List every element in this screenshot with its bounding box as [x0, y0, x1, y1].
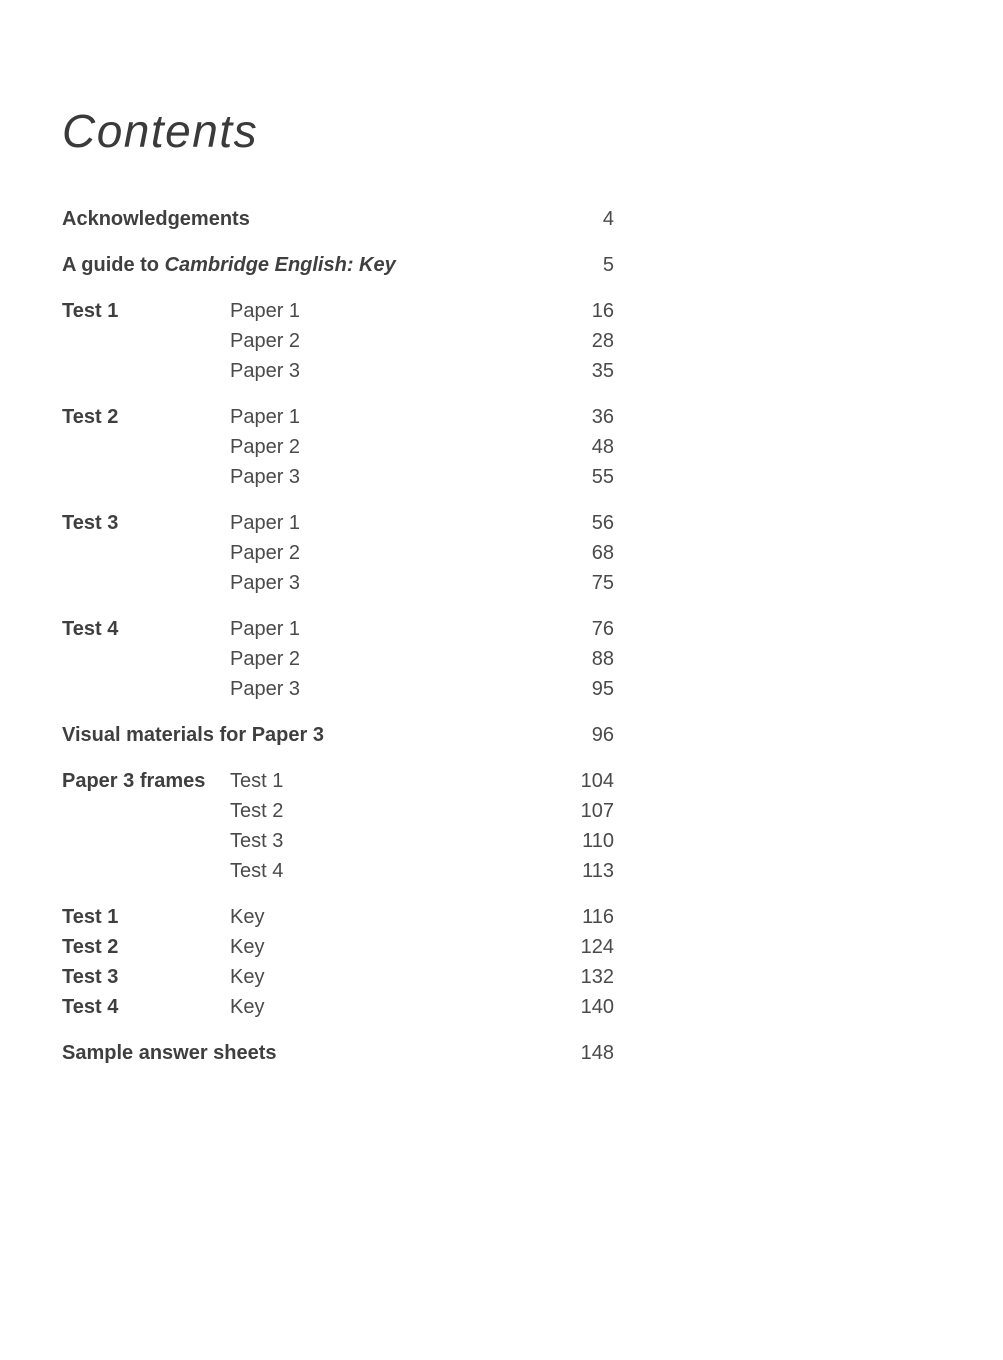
toc-page-number: 56	[591, 512, 614, 534]
toc-entry-label	[62, 250, 396, 280]
toc-entry-key-test4[interactable]	[62, 992, 614, 1022]
guide-label-prefix: A guide to	[62, 254, 165, 276]
toc-entry-key-test2[interactable]	[62, 932, 614, 962]
toc-page-number: 140	[580, 996, 614, 1018]
guide-label-title: Cambridge English: Key	[164, 254, 396, 276]
toc-sub-label: Test 4	[230, 860, 284, 882]
toc-section-label: Test 2	[62, 406, 119, 428]
toc-entry-test4-paper1[interactable]	[62, 614, 614, 644]
toc-sub-label: Test 2	[230, 800, 284, 822]
toc-entry-label: Sample answer sheets	[62, 1042, 277, 1064]
toc-page-number: 107	[580, 800, 614, 822]
page-title: Contents	[62, 105, 259, 157]
toc-entry-label: Acknowledgements	[62, 208, 250, 230]
toc-section-label: Test 3	[62, 512, 119, 534]
toc-entry-test2-paper3[interactable]	[62, 462, 614, 492]
toc-section-label: Paper 3 frames	[62, 770, 206, 792]
toc-page-number: 36	[591, 406, 614, 428]
table-of-contents	[62, 204, 614, 1068]
toc-page-number: 88	[591, 648, 614, 670]
toc-sub-label: Paper 2	[230, 648, 301, 670]
toc-sub-label: Test 3	[230, 830, 284, 852]
toc-entry-guide[interactable]	[62, 250, 614, 280]
toc-entry-frames-test4[interactable]	[62, 856, 614, 886]
toc-entry-test4-paper3[interactable]	[62, 674, 614, 704]
toc-entry-frames-test3[interactable]	[62, 826, 614, 856]
toc-entry-test1-paper2[interactable]	[62, 326, 614, 356]
toc-page-number: 76	[591, 618, 614, 640]
toc-page-number: 113	[582, 860, 614, 882]
toc-entry-frames-test1[interactable]	[62, 766, 614, 796]
toc-page-number: 68	[591, 542, 614, 564]
toc-page-number: 4	[602, 208, 614, 230]
toc-section-label: Test 4	[62, 996, 119, 1018]
toc-page-number: 96	[591, 724, 614, 746]
toc-section-label: Test 1	[62, 300, 119, 322]
toc-entry-test1-paper1[interactable]	[62, 296, 614, 326]
toc-sub-label: Paper 1	[230, 406, 301, 428]
toc-page-number: 132	[580, 966, 614, 988]
toc-entry-test1-paper3[interactable]	[62, 356, 614, 386]
toc-sub-label: Paper 3	[230, 466, 301, 488]
toc-sub-label: Paper 2	[230, 436, 301, 458]
toc-sub-label: Paper 3	[230, 678, 301, 700]
toc-sub-label: Key	[230, 996, 265, 1018]
toc-page-number: 75	[591, 572, 614, 594]
toc-sub-label: Test 1	[230, 770, 284, 792]
toc-page-number: 110	[582, 830, 614, 852]
toc-page-number: 28	[591, 330, 614, 352]
toc-sub-label: Paper 1	[230, 300, 301, 322]
toc-entry-sample-answer-sheets[interactable]	[62, 1038, 614, 1068]
toc-sub-label: Key	[230, 906, 265, 928]
toc-entry-key-test1[interactable]	[62, 902, 614, 932]
toc-sub-label: Paper 1	[230, 618, 301, 640]
toc-sub-label: Paper 2	[230, 330, 301, 352]
toc-sub-label: Key	[230, 966, 265, 988]
toc-section-label: Test 4	[62, 618, 119, 640]
toc-section-label: Test 3	[62, 966, 119, 988]
toc-sub-label: Paper 1	[230, 512, 301, 534]
toc-page-number: 116	[582, 906, 614, 928]
toc-page-number: 55	[591, 466, 614, 488]
toc-entry-test2-paper1[interactable]	[62, 402, 614, 432]
toc-page-number: 35	[591, 360, 614, 382]
toc-entry-test3-paper3[interactable]	[62, 568, 614, 598]
toc-entry-key-test3[interactable]	[62, 962, 614, 992]
toc-sub-label: Paper 3	[230, 360, 301, 382]
toc-entry-visual-materials[interactable]	[62, 720, 614, 750]
toc-entry-test3-paper1[interactable]	[62, 508, 614, 538]
toc-page-number: 48	[591, 436, 614, 458]
toc-entry-acknowledgements[interactable]	[62, 204, 614, 234]
toc-sub-label: Paper 2	[230, 542, 301, 564]
toc-page-number: 104	[580, 770, 614, 792]
toc-page-number: 148	[580, 1042, 614, 1064]
toc-sub-label: Paper 3	[230, 572, 301, 594]
toc-entry-test2-paper2[interactable]	[62, 432, 614, 462]
toc-sub-label: Key	[230, 936, 265, 958]
toc-section-label: Test 1	[62, 906, 119, 928]
toc-entry-test4-paper2[interactable]	[62, 644, 614, 674]
toc-entry-frames-test2[interactable]	[62, 796, 614, 826]
toc-entry-label: Visual materials for Paper 3	[62, 724, 324, 746]
toc-entry-test3-paper2[interactable]	[62, 538, 614, 568]
toc-page-number: 16	[591, 300, 614, 322]
toc-page-number: 95	[591, 678, 614, 700]
toc-section-label: Test 2	[62, 936, 119, 958]
toc-page-number: 124	[580, 936, 614, 958]
toc-page-number: 5	[602, 254, 614, 276]
